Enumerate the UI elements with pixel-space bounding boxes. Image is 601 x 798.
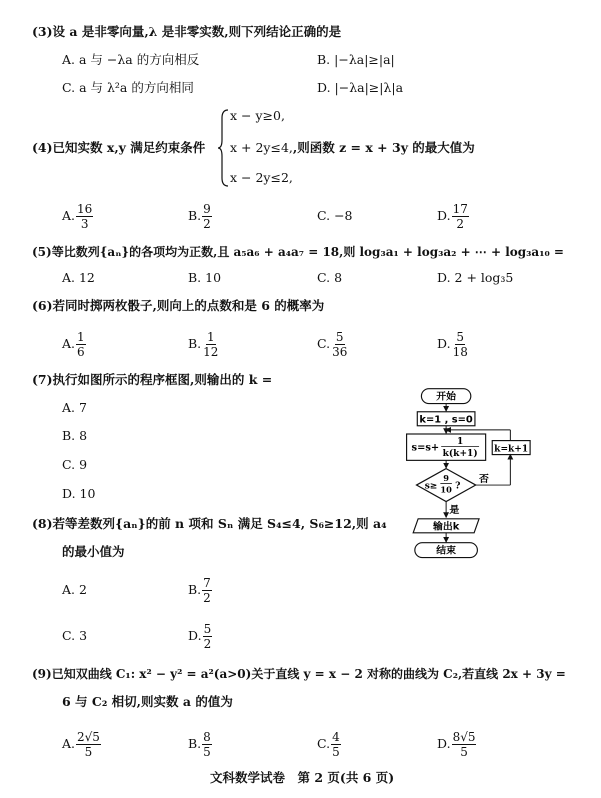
q8-b-den: 2 (203, 591, 211, 605)
q6-b-num: 1 (206, 330, 215, 344)
q9-b-den: 5 (203, 745, 211, 759)
q9-c-fraction (331, 730, 341, 759)
q6-c-fraction (331, 330, 348, 359)
q9-a-den: 5 (84, 745, 93, 759)
flow-update-den: k(k+1) (442, 449, 478, 460)
q4-a-den: 3 (80, 217, 89, 231)
q8-option-a: A. 2 (62, 582, 87, 597)
flow-init-text: k=1 , s=0 (419, 414, 473, 426)
q4-b-label: B. (188, 208, 202, 223)
q6-option-d (437, 330, 470, 359)
q7-option-a: A. 7 (62, 400, 87, 415)
flow-no-label: 否 (479, 473, 489, 485)
flow-cond-lhs: s≥ (424, 481, 438, 492)
flow-output-text: 输出k (432, 521, 460, 533)
q9-d-num: 8√5 (452, 730, 476, 744)
q4-a-fraction (76, 202, 93, 231)
q8-d-den: 2 (203, 637, 212, 651)
q4-option-d (437, 202, 470, 231)
flow-cond-num: 9 (443, 472, 449, 483)
q9-option-a (62, 730, 102, 759)
q9-option-b (188, 730, 213, 759)
q9-option-c (317, 730, 342, 759)
q6-option-c (317, 330, 349, 359)
q4-constraint-1: x − y≥0, (230, 108, 285, 123)
q6-a-fraction (76, 330, 86, 359)
q7-option-c: C. 9 (62, 457, 88, 472)
q4-d-label: D. (437, 208, 451, 223)
q3-option-b: B. |−λa|≥|a| (317, 52, 395, 67)
q7-stem: (7)执行如图所示的程序框图,则输出的 k = (32, 372, 273, 387)
flow-incr-text: k=k+1 (494, 444, 529, 455)
q9-c-den: 5 (332, 745, 340, 759)
q9-a-fraction (76, 730, 101, 759)
q6-b-den: 12 (203, 345, 219, 359)
flow-end-text: 结束 (436, 545, 457, 557)
q6-c-label: C. (317, 336, 331, 351)
q6-a-label: A. (62, 336, 76, 351)
q9-d-fraction (452, 730, 477, 759)
q4-a-num: 16 (77, 202, 93, 216)
q4-option-c: C. −8 (317, 208, 353, 223)
q8-stem-line-1: (8)若等差数列{aₙ}的前 n 项和 Sₙ 满足 S₄≤4, S₆≥12,则 a₄ (32, 516, 387, 531)
q4-constraint-2-text: x + 2y≤4, (230, 140, 293, 155)
q8-option-c: C. 3 (62, 628, 88, 643)
q6-d-den: 18 (452, 345, 468, 359)
q7-option-b: B. 8 (62, 428, 88, 443)
flow-start-text: 开始 (436, 391, 457, 403)
q4-d-num: 17 (452, 202, 468, 216)
q9-a-label: A. (62, 736, 76, 751)
page-footer: 文科数学试卷 第 2 页(共 6 页) (210, 770, 395, 785)
flow-update-lhs: s=s+ (411, 442, 440, 454)
q5-option-b: B. 10 (188, 270, 222, 285)
q5-stem: (5)等比数列{aₙ}的各项均为正数,且 a₅a₆ + a₄a₇ = 18,则 log₃a₁ + log₃a₂ + ⋯ + log₃a₁₀ = (32, 245, 564, 259)
q6-stem: (6)若同时掷两枚骰子,则向上的点数和是 6 的概率为 (32, 298, 325, 313)
flow-cond-den: 10 (440, 484, 452, 495)
q8-d-num: 5 (203, 622, 212, 636)
q4-b-den: 2 (203, 217, 211, 231)
q6-option-a (62, 330, 87, 359)
q9-b-label: B. (188, 736, 202, 751)
q6-c-num: 5 (335, 330, 344, 344)
q4-tail: ,则函数 z = x + 3y 的最大值为 (292, 140, 475, 155)
q8-option-d (188, 622, 213, 651)
q9-d-label: D. (437, 736, 451, 751)
q9-d-den: 5 (460, 745, 468, 759)
q8-stem-line-2: 的最小值为 (62, 544, 125, 559)
q3-stem: (3)设 a 是非零向量,λ 是非零实数,则下列结论正确的是 (32, 24, 342, 39)
q8-b-num: 7 (203, 576, 211, 590)
q6-d-fraction (452, 330, 469, 359)
flow-cond-q: ? (455, 481, 461, 492)
q9-c-label: C. (317, 736, 331, 751)
q6-a-den: 6 (77, 345, 85, 359)
q9-stem-line-1: (9)已知双曲线 C₁: x² − y² = a²(a>0)关于直线 y = x − 2 对称的曲线为 C₂,若直线 2x + 3y = (32, 667, 566, 681)
q6-c-den: 36 (332, 345, 348, 359)
q3-option-c: C. a 与 λ²a 的方向相同 (62, 80, 194, 95)
flow-yes-label: 是 (449, 505, 460, 517)
q8-d-label: D. (188, 628, 202, 643)
q4-a-label: A. (62, 208, 76, 223)
q4-option-b (188, 202, 213, 231)
q4-constraint-3: x − 2y≤2, (230, 170, 293, 185)
q6-d-num: 5 (456, 330, 465, 344)
q9-stem-line-2: 6 与 C₂ 相切,则实数 a 的值为 (62, 694, 233, 709)
q5-option-d: D. 2 + log₃5 (437, 270, 514, 285)
q5-option-c: C. 8 (317, 270, 343, 285)
q9-b-fraction (202, 730, 212, 759)
q4-b-fraction (202, 202, 212, 231)
q4-lead: (4)已知实数 x,y 满足约束条件 (32, 140, 206, 155)
q4-constraint-2 (230, 140, 475, 156)
q5-option-a: A. 12 (62, 270, 95, 285)
q6-b-fraction (202, 330, 219, 359)
q6-d-label: D. (437, 336, 451, 351)
q4-b-num: 9 (203, 202, 211, 216)
flow-update-num: 1 (456, 436, 464, 447)
flowchart (400, 366, 540, 586)
q9-c-num: 4 (332, 730, 340, 744)
q6-b-label: B. (188, 336, 202, 351)
q4-brace (218, 108, 230, 188)
q4-option-a (62, 202, 94, 231)
q8-b-fraction (202, 576, 212, 605)
q7-option-d: D. 10 (62, 486, 96, 501)
q8-option-b (188, 576, 213, 605)
q4-d-den: 2 (456, 217, 465, 231)
q3-option-a: A. a 与 −λa 的方向相反 (62, 52, 200, 67)
q6-option-b (188, 330, 220, 359)
q4-d-fraction (452, 202, 469, 231)
q3-option-d: D. |−λa|≥|λ|a (317, 80, 404, 95)
q9-b-num: 8 (203, 730, 211, 744)
q8-b-label: B. (188, 582, 202, 597)
q6-a-num: 1 (77, 330, 85, 344)
q9-a-num: 2√5 (77, 730, 100, 744)
q8-d-fraction (203, 622, 213, 651)
q9-option-d (437, 730, 477, 759)
